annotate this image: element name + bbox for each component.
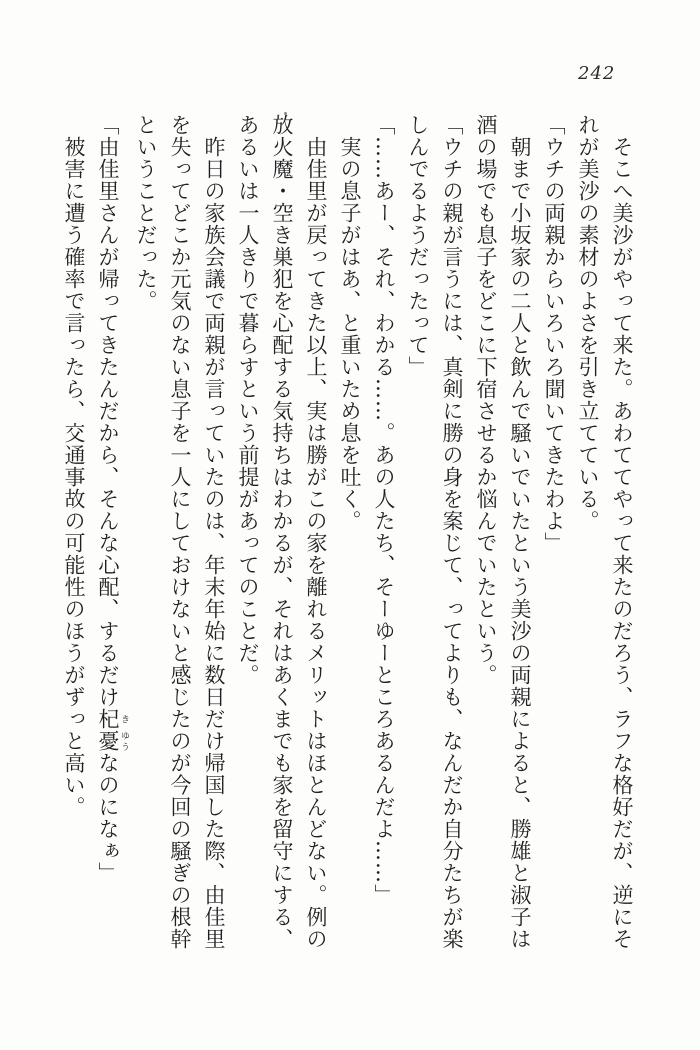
paragraph: 由佳里が戻ってきた以上、実は勝がこの家を離れるメリットはほとんどない。例の放火魔・空き巣犯を心配する気持ちはわかるが、それはあくまでも家を留守にする、あるいは一人きりで暮らすという前提があってのことだ。 (236, 114, 328, 950)
paragraph: 「……あー、それ、わかる……。あの人たち、そーゆーところあるんだよ……」 (372, 114, 396, 906)
paragraph: そこへ美沙がやって来た。あわててやって来たのだろう、ラフな格好だが、逆にそれが美沙の素材のよさを引き立てている。 (576, 114, 634, 950)
ruby-annotated-word: 杞 き (96, 708, 129, 730)
ruby-annotated-word: 憂 ゆう (96, 730, 129, 752)
paragraph: 実の息子がはあ、と重いため息を吐く。 (338, 136, 362, 532)
paragraph: 「由佳里さんが帰ってきたんだから、そんな心配、するだけ杞 き憂 ゆうなのになぁ」 (96, 114, 129, 884)
paragraph: 「ウチの親が言うには、真剣に勝の身を案じて、ってよりも、なんだか自分たちが楽しんでるようだったって」 (406, 114, 464, 950)
paragraph: 昨日の家族会議で両親が言っていたのは、年末年始に数日だけ帰国した際、由佳里を失ってどこか元気のない息子を一人にしておけないと感じたのが今回の騒ぎの根幹ということだった。 (134, 114, 226, 950)
body-text (60, 114, 639, 955)
page-number: 242 (578, 63, 616, 84)
paragraph: 被害に遭う確率で言ったら、交通事故の可能性のほうがずっと高い。 (62, 136, 86, 818)
paragraph: 「ウチの両親からいろいろ聞いてきたわよ」 (542, 114, 566, 554)
paragraph: 朝まで小坂家の二人と飲んで騒いでいたという美沙の両親によると、勝雄と淑子は酒の場でも息子をどこに下宿させるか悩んでいたという。 (474, 114, 532, 950)
